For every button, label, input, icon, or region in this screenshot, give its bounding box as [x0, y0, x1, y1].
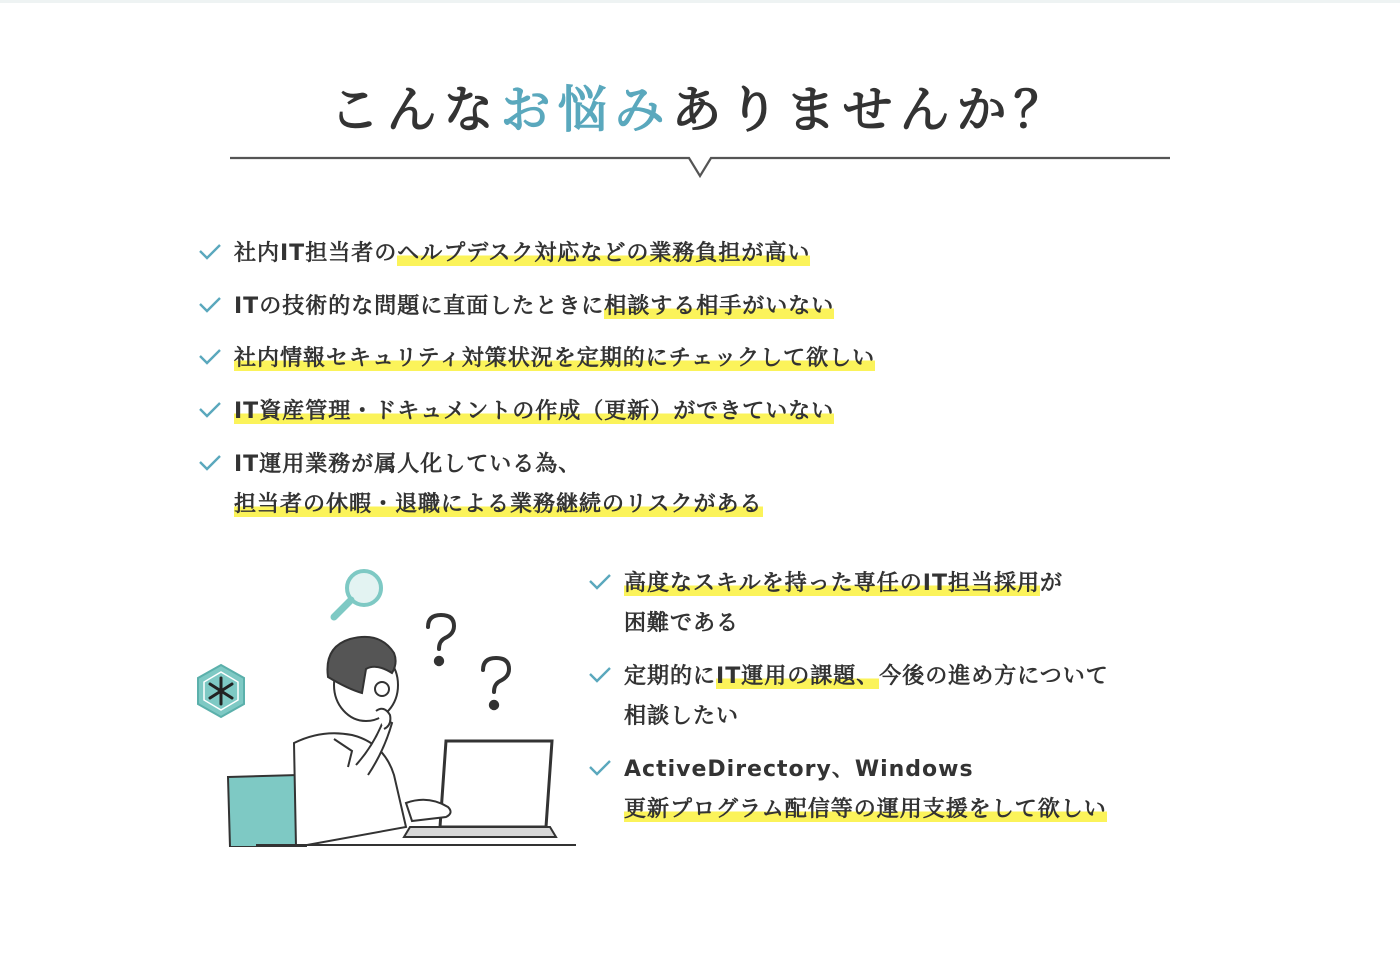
check-icon	[588, 665, 612, 685]
concern-text: 困難である	[624, 611, 740, 636]
check-icon	[198, 453, 222, 473]
check-icon	[198, 400, 222, 420]
heading-accent: お悩み	[500, 81, 672, 139]
concern-highlight: IT運用の課題、	[716, 664, 880, 689]
concern-item	[234, 287, 834, 327]
concern-highlight: 更新プログラム配信等の運用支援をして欲しい	[624, 797, 1107, 822]
concern-highlight: ヘルプデスク対応などの業務負担が高い	[397, 241, 811, 266]
concern-text: 定期的に	[624, 664, 717, 689]
question-icon	[428, 615, 454, 664]
concern-text: 社内IT担当者の	[234, 241, 398, 266]
heading-text-before: こんな	[329, 81, 501, 139]
concern-text: ActiveDirectory、Windows	[624, 757, 974, 782]
concern-item	[234, 339, 875, 379]
concern-highlight: 高度なスキルを持った専任のIT担当採用	[624, 571, 1040, 596]
concern-highlight: IT資産管理・ドキュメントの作成（更新）ができていない	[234, 399, 835, 424]
heading-text-after: ありませんか？	[671, 81, 1071, 139]
section-heading	[0, 78, 1400, 142]
check-icon	[198, 242, 222, 262]
concern-text: ITの技術的な問題に直面したときに	[234, 294, 605, 319]
check-icon	[588, 572, 612, 592]
check-icon	[588, 758, 612, 778]
concern-highlight: 相談する相手がいない	[604, 294, 835, 319]
concern-text: 相談したい	[624, 704, 740, 729]
concern-item	[234, 445, 763, 525]
concern-highlight: 社内情報セキュリティ対策状況を定期的にチェックして欲しい	[234, 346, 876, 371]
hexagon-snowflake-icon	[198, 665, 244, 717]
concern-item	[234, 392, 834, 432]
heading-underline-pointer	[229, 150, 1171, 180]
concern-item	[234, 234, 810, 274]
magnifier-icon	[334, 571, 381, 617]
top-border	[0, 0, 1400, 3]
worried-person-illustration	[196, 565, 576, 847]
concern-item	[624, 657, 1109, 737]
question-icon	[483, 658, 509, 708]
concern-item	[624, 750, 1107, 830]
concern-text: 今後の進め方について	[879, 664, 1109, 689]
concern-text: IT運用業務が属人化している為、	[234, 452, 582, 477]
check-icon	[198, 295, 222, 315]
concern-text: が	[1039, 571, 1063, 596]
check-icon	[198, 347, 222, 367]
concern-highlight: 担当者の休暇・退職による業務継続のリスクがある	[234, 492, 763, 517]
concern-item	[624, 564, 1063, 644]
